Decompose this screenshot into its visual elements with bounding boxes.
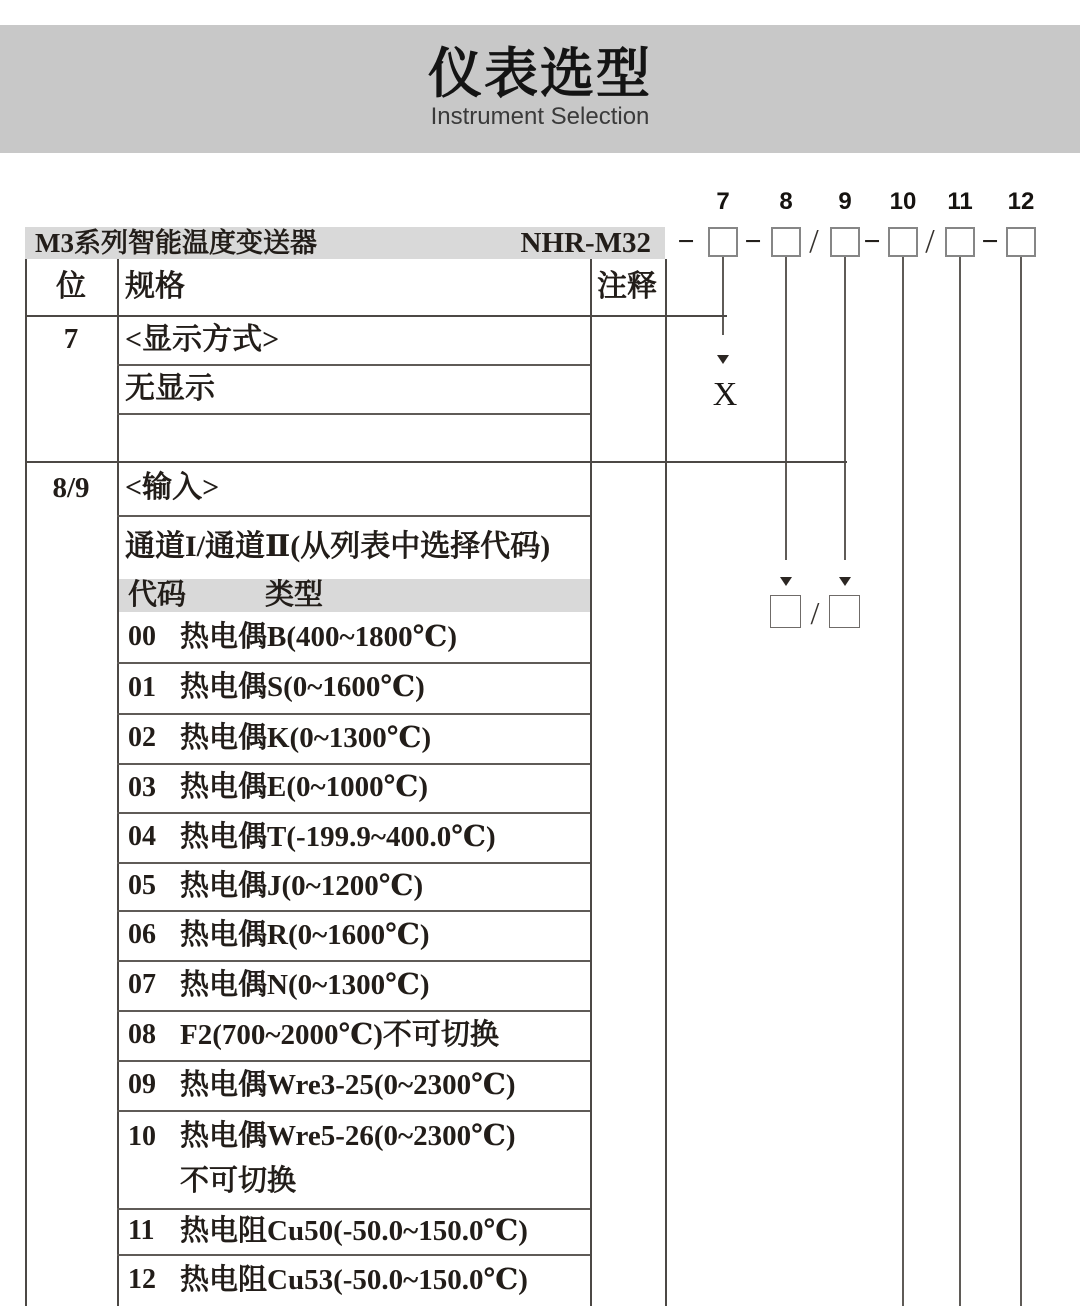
code-row	[117, 910, 590, 960]
table-subrow-line	[117, 515, 590, 517]
code-value: 05	[128, 870, 156, 901]
connector-line	[722, 257, 724, 335]
separator-dash: −	[677, 225, 695, 258]
code-value: 10	[128, 1121, 156, 1152]
code-row-line	[117, 1208, 590, 1254]
code-row-line	[117, 1114, 590, 1159]
code-row	[117, 1254, 590, 1306]
position-digit: 8	[779, 188, 793, 215]
code-type: 热电阻Cu53(-50.0~150.0℃)	[180, 1264, 528, 1296]
code-type: 热电偶J(0~1200℃)	[180, 870, 424, 902]
code-row-line	[117, 862, 590, 910]
code-row	[117, 960, 590, 1010]
row89-spec-title: <输入>	[125, 471, 220, 504]
table-horizontal-line	[25, 315, 727, 317]
column-header-spec: 规格	[125, 270, 185, 303]
position-digit: 10	[889, 188, 917, 215]
code-row-line	[117, 713, 590, 763]
code-row-line	[117, 910, 590, 960]
row7-spec-title: <显示方式>	[125, 323, 280, 356]
arrow-down-icon	[839, 577, 851, 586]
note-code-box	[770, 595, 801, 628]
code-row-line	[117, 763, 590, 812]
code-value: 08	[128, 1019, 156, 1050]
code-type: 不可切换	[180, 1165, 297, 1197]
code-header-label: 代码	[128, 579, 187, 611]
code-row	[117, 612, 590, 662]
connector-line	[1020, 257, 1022, 1306]
code-row	[117, 662, 590, 713]
position-digit: 11	[947, 188, 973, 215]
code-type: 热电偶R(0~1600℃)	[180, 919, 430, 951]
note-code-box	[829, 595, 860, 628]
code-row	[117, 862, 590, 910]
position-digit: 12	[1007, 188, 1035, 215]
code-type: 热电偶N(0~1300℃)	[180, 969, 430, 1001]
separator-slash: /	[925, 223, 935, 260]
position-digit: 9	[838, 188, 852, 215]
code-type: 热电偶Wre5-26(0~2300℃)	[180, 1120, 516, 1152]
row89-channel-subtitle: 通道I/通道Ⅱ(从列表中选择代码)	[125, 530, 551, 563]
model-bar	[25, 227, 665, 259]
code-row	[117, 713, 590, 763]
separator-dash: −	[744, 225, 762, 258]
table-subrow-line	[117, 413, 590, 415]
row89-note-slash: /	[810, 595, 820, 631]
page-subtitle: Instrument Selection	[430, 103, 650, 130]
code-row-line	[117, 960, 590, 1010]
separator-dash: −	[981, 225, 999, 258]
code-type: 热电阻Cu50(-50.0~150.0℃)	[180, 1215, 528, 1247]
table-subrow-line	[117, 364, 590, 366]
code-value: 06	[128, 919, 156, 950]
code-value: 00	[128, 621, 156, 652]
code-type: 热电偶T(-199.9~400.0℃)	[180, 821, 496, 853]
table-vertical-line	[25, 259, 27, 1306]
table-vertical-line	[665, 259, 667, 1306]
connector-line	[785, 257, 787, 560]
code-type: 热电偶Wre3-25(0~2300℃)	[180, 1069, 516, 1101]
code-row	[117, 763, 590, 812]
code-row	[117, 812, 590, 862]
row7-note-code: X	[712, 376, 738, 413]
code-row-line	[117, 1254, 590, 1306]
arrow-down-icon	[717, 355, 729, 364]
page-banner	[0, 25, 1080, 153]
code-type: 热电偶K(0~1300℃)	[180, 722, 432, 754]
separator-dash: −	[863, 225, 881, 258]
row7-option-no-display: 无显示	[125, 372, 215, 405]
row7-position: 7	[63, 323, 79, 355]
code-value: 01	[128, 672, 156, 703]
column-header-position: 位	[56, 270, 86, 303]
code-type: F2(700~2000℃)不可切换	[180, 1019, 499, 1051]
code-row-line	[117, 662, 590, 713]
code-row-line	[117, 1159, 590, 1204]
model-code-box	[1006, 227, 1036, 257]
code-value: 07	[128, 969, 156, 1000]
code-value: 03	[128, 772, 156, 803]
page-title: 仪表选型	[428, 44, 652, 104]
arrow-down-icon	[780, 577, 792, 586]
table-horizontal-line	[25, 461, 847, 463]
code-value: 02	[128, 722, 156, 753]
position-digit: 7	[716, 188, 730, 215]
code-type: 热电偶B(400~1800℃)	[180, 621, 457, 653]
code-type: 热电偶S(0~1600℃)	[180, 671, 425, 703]
code-row-line	[117, 812, 590, 862]
type-header-label: 类型	[265, 579, 324, 611]
connector-line	[902, 257, 904, 1306]
code-value: 12	[128, 1264, 156, 1295]
code-type: 热电偶E(0~1000℃)	[180, 771, 428, 803]
code-row	[117, 1010, 590, 1060]
code-row-line	[117, 1060, 590, 1110]
table-vertical-line	[590, 259, 592, 1306]
code-row-line	[117, 612, 590, 662]
code-row	[117, 1110, 590, 1208]
code-row	[117, 1208, 590, 1254]
separator-slash: /	[809, 223, 819, 260]
code-row-line	[117, 1010, 590, 1060]
code-value: 04	[128, 821, 156, 852]
code-value: 09	[128, 1069, 156, 1100]
row89-position: 8/9	[52, 472, 90, 504]
model-code-label: NHR-M32	[520, 227, 651, 259]
model-series-label: M3系列智能温度变送器	[35, 228, 317, 258]
code-list-header	[117, 579, 590, 612]
column-header-note: 注释	[597, 270, 657, 303]
code-value: 11	[128, 1215, 155, 1246]
connector-line	[844, 257, 846, 560]
connector-line	[959, 257, 961, 1306]
code-row	[117, 1060, 590, 1110]
